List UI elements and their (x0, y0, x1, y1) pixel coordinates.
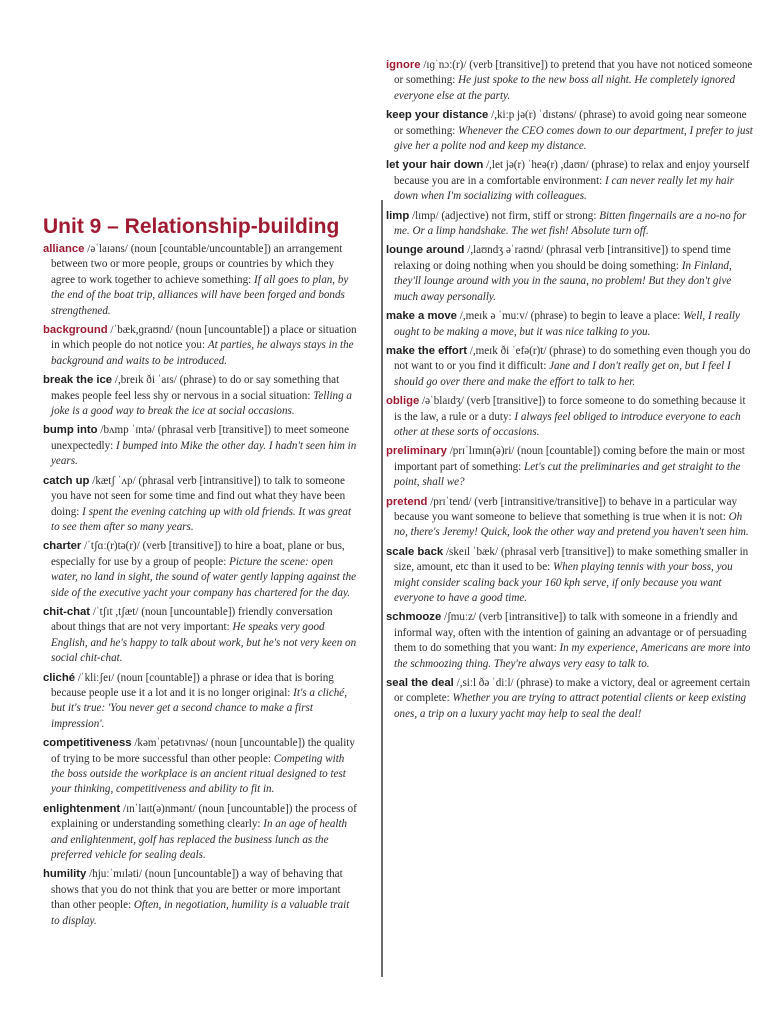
entry-pronunciation: /ʃmuːz/ (444, 611, 477, 624)
entry-definition: to talk with someone in a friendly and informal way, often with the intention of gaining an advantage or of persuading them to do something that you want: (394, 611, 747, 655)
entry-grammar: (verb [transitive]) (142, 540, 222, 553)
glossary-entry (386, 108, 754, 154)
entry-pronunciation: /bʌmp ˈɪntə/ (100, 424, 155, 437)
entry-example: He just spoke to the new boss all night. He completely ignored everyone else at the party. (394, 74, 735, 102)
glossary-entry (386, 495, 754, 541)
left-entry-list (43, 242, 358, 929)
entry-definition: to spend time relaxing or doing nothing when you should be doing something: (394, 244, 731, 272)
entry-pronunciation: /ˈbæk,ɡraʊnd/ (110, 324, 173, 337)
entry-example: I bumped into Mike the other day. I hadn't seen him in years. (51, 439, 357, 468)
entry-headword: scale back (386, 545, 444, 558)
entry-definition: to do or say something that makes people feel less shy or nervous in a social situation: (51, 374, 340, 402)
entry-definition: to make something smaller in size, amount, etc than it used to be: (394, 545, 749, 574)
glossary-entry (43, 474, 358, 536)
entry-pronunciation: /ɪnˈlaɪt(ə)nmənt/ (122, 802, 196, 815)
entry-example: I can never really let my hair down when I'm socializing with colleagues. (394, 174, 734, 203)
glossary-entry (386, 158, 754, 204)
glossary-entry (386, 58, 754, 104)
entry-definition: an arrangement between two or more people, groups or countries by which they agree to work together to achieve something: (51, 243, 343, 286)
glossary-entry (43, 242, 358, 319)
entry-headword: bump into (43, 424, 98, 437)
entry-definition: to hire a boat, plane or bus, especially for use by a group of people: (51, 540, 345, 568)
entry-definition: to relax and enjoy yourself because you are in a comfortable environment: (394, 159, 750, 187)
glossary-entry (386, 444, 754, 490)
entry-definition: to pretend that you have not noticed someone or something: (394, 59, 753, 87)
entry-definition: a place or situation in which people do not notice you: (51, 324, 357, 352)
entry-pronunciation: /əˈlaɪəns/ (87, 243, 128, 255)
entry-pronunciation: /skeɪl ˈbæk/ (445, 545, 499, 558)
entry-pronunciation: /,kiːp jə(r) ˈdɪstəns/ (491, 109, 577, 122)
entry-headword: preliminary (386, 445, 447, 458)
entry-headword: humility (43, 868, 87, 881)
entry-grammar: (phrasal verb [intransitive]) (546, 244, 669, 257)
entry-headword: schmooze (386, 611, 442, 624)
entry-example: If all goes to plan, by the end of the boat trip, alliances will have been forged and bonds strengthened. (51, 273, 349, 317)
glossary-entry (43, 867, 358, 929)
entry-grammar: (phrase) (179, 374, 216, 387)
entry-grammar: (noun [uncountable]) (175, 324, 270, 337)
glossary-entry (43, 323, 358, 369)
entry-headword: cliché (43, 671, 76, 684)
glossary-entry (386, 344, 754, 390)
entry-pronunciation: /,meɪk ði ˈefə(r)t/ (469, 344, 547, 357)
entry-definition: a way of behaving that shows that you do not think that you are better or more important than other people: (51, 868, 343, 912)
glossary-entry (386, 209, 754, 240)
entry-example: Bitten fingernails are a no-no for me. Or a limp handshake. The wet fish! Absolute turn off. (394, 209, 747, 238)
entry-headword: chit-chat (43, 605, 91, 618)
entry-definition: to talk to someone you have not seen for some time and find out what they have been doing: (51, 474, 346, 518)
entry-grammar: (phrasal verb [transitive]) (157, 424, 272, 437)
entry-pronunciation: /ˈtʃɪt ,tʃæt/ (92, 605, 139, 618)
entry-definition: the process of explaining or understanding something clearly: (51, 802, 357, 831)
entry-grammar: (noun [uncountable]) (198, 802, 293, 815)
entry-headword: limp (386, 209, 410, 222)
entry-example: At parties, he always stays in the background and waits to be introduced. (51, 339, 354, 367)
glossary-entry (43, 605, 358, 667)
glossary-entry (386, 394, 754, 440)
entry-example: Competing with the boss outside the workplace is an ancient ritual designed to test your thinking, competitiveness and ability to fit in. (51, 752, 346, 796)
unit-title: Unit 9 – Relationship-building (43, 215, 340, 238)
entry-grammar: (phrase) (591, 159, 628, 172)
entry-headword: keep your distance (386, 109, 489, 122)
entry-definition: to do something even though you do not want to or you find it difficult: (394, 344, 751, 373)
entry-definition: to meet someone unexpectedly: (51, 424, 350, 452)
entry-grammar: (noun [uncountable]) (211, 737, 305, 750)
entry-example: Jane and I don't really get on, but I feel I should go over there and make the effort to talk to her. (394, 360, 731, 388)
entry-headword: make the effort (386, 344, 467, 357)
entry-grammar: (noun [countable]) (116, 671, 200, 684)
entry-definition: a phrase or idea that is boring because people use it a lot and it is no longer original: (51, 671, 334, 699)
entry-example: Often, in negotiation, humility is a valuable trait to display. (51, 899, 350, 927)
entry-example: When playing tennis with your boss, you might consider scaling back your 160 kph serve, if only because you want everyone to have a good time. (394, 561, 733, 604)
glossary-entry (386, 610, 754, 672)
entry-example: Let's cut the preliminaries and get straight to the point, shall we? (394, 460, 741, 489)
entry-grammar: (adjective) (441, 209, 489, 222)
entry-pronunciation: /lɪmp/ (412, 209, 439, 222)
right-entry-list (386, 58, 754, 722)
entry-pronunciation: /,meɪk ə ˈmuːv/ (459, 310, 528, 323)
entry-pronunciation: /,laʊndʒ əˈraʊnd/ (467, 244, 544, 257)
entry-example: He speaks very good English, and he's happy to talk about work, but he's not very keen on social chit-chat. (51, 621, 357, 665)
glossary-entry (43, 736, 358, 798)
entry-headword: pretend (386, 495, 428, 508)
entry-headword: ignore (386, 59, 421, 71)
entry-pronunciation: /,breɪk ði ˈaɪs/ (114, 374, 177, 387)
glossary-entry (43, 539, 358, 601)
entry-definition: coming before the main or most important part of something: (394, 445, 745, 473)
entry-definition: to force someone to do something because it is the law, a rule or a duty: (394, 395, 746, 423)
entry-example: Whenever the CEO comes down to our department, I prefer to just give her a polite nod and keep my distance. (394, 124, 753, 153)
entry-definition: to make a victory, deal or agreement certain or complete: (394, 677, 751, 705)
entry-pronunciation: /,let jə(r) ˈheə(r) ,daʊn/ (486, 159, 589, 172)
entry-example: I spent the evening catching up with old friends. It was great to see them after so many years. (51, 505, 352, 533)
entry-headword: break the ice (43, 374, 113, 387)
entry-example: Telling a joke is a good way to break the ice at social occasions. (51, 389, 352, 418)
entry-grammar: (phrasal verb [intransitive]) (138, 474, 261, 487)
entry-grammar: (verb [intransitive/transitive]) (474, 495, 606, 508)
entry-headword: make a move (386, 310, 457, 323)
entry-example: Picture the scene: open water, no land in sight, the sound of water gently lapping against the side of the executive yacht your company has chartered for the day. (51, 555, 357, 599)
entry-pronunciation: /ɪɡˈnɔː(r)/ (423, 59, 467, 71)
entry-example: Oh no, there's Jeremy! Quick, look the other way and pretend you haven't seen him. (394, 510, 749, 539)
entry-grammar: (verb [intransitive]) (478, 611, 567, 624)
entry-pronunciation: /ˈkliːʃeɪ/ (77, 671, 115, 684)
entry-definition: to avoid going near someone or something: (394, 109, 747, 137)
entry-example: I always feel obliged to introduce everyone to each other at these sorts of occasions. (394, 410, 741, 438)
entry-pronunciation: /kætʃ ˈʌp/ (92, 474, 136, 487)
entry-grammar: (phrasal verb [transitive]) (500, 545, 615, 558)
glossary-entry (43, 373, 358, 419)
right-column (386, 0, 754, 726)
entry-grammar: (phrase) (516, 677, 553, 690)
entry-definition: to begin to leave a place: (569, 310, 681, 323)
entry-headword: seal the deal (386, 677, 454, 690)
entry-grammar: (verb [transitive]) (466, 395, 546, 408)
entry-pronunciation: /kəmˈpetətɪvnəs/ (134, 737, 209, 750)
entry-definition: not firm, stiff or strong: (491, 209, 597, 222)
entry-headword: charter (43, 540, 82, 553)
entry-headword: competitiveness (43, 737, 132, 750)
glossary-entry (43, 671, 358, 733)
entry-example: In Finland, they'll lounge around with you in the sauna, no problem! But they don't give much away personally. (394, 259, 732, 303)
entry-headword: let your hair down (386, 159, 484, 172)
glossary-entry (43, 423, 358, 469)
entry-pronunciation: /ˈtʃɑː(r)tə(r)/ (84, 540, 140, 553)
glossary-entry (43, 802, 358, 864)
entry-pronunciation: /əˈblaɪdʒ/ (422, 395, 464, 408)
entry-definition: friendly conversation about things that are not very important: (51, 605, 333, 634)
entry-pronunciation: /prɪˈtend/ (430, 495, 472, 508)
entry-headword: alliance (43, 243, 85, 255)
entry-grammar: (phrase) (579, 109, 616, 122)
entry-example: In an age of health and enlightenment, golf has replaced the business lunch as the preferred vehicle for sealing deals. (51, 818, 348, 862)
glossary-entry (386, 243, 754, 305)
entry-example: Whether you are trying to attract potential clients or keep existing ones, a trip on a luxury yacht may help to seal the deal! (394, 692, 747, 720)
glossary-entry (386, 309, 754, 340)
entry-pronunciation: /hjuːˈmɪləti/ (89, 868, 143, 881)
entry-grammar: (noun [countable]) (517, 445, 601, 458)
entry-pronunciation: /prɪˈlɪmɪn(ə)ri/ (449, 445, 515, 458)
entry-pronunciation: /,siːl ðə ˈdiːl/ (456, 677, 514, 690)
glossary-entry (386, 676, 754, 722)
entry-grammar: (phrase) (549, 344, 586, 357)
entry-definition: to behave in a particular way because you want someone to believe that something is true when it is not: (394, 495, 738, 523)
entry-headword: enlightenment (43, 802, 121, 815)
entry-example: Well, I really ought to be making a move, but it was nice talking to you. (394, 310, 740, 338)
entry-headword: background (43, 324, 108, 337)
entry-example: It's a cliché, but it's true: 'You never get a second chance to make a first impression'. (51, 686, 347, 730)
entry-grammar: (noun [countable/uncountable]) (130, 243, 271, 255)
entry-grammar: (noun [uncountable]) (141, 605, 236, 618)
entry-example: In my experience, Americans are more into the schmoozing thing. They're always very easy to talk to. (394, 642, 751, 670)
entry-grammar: (verb [transitive]) (469, 59, 548, 71)
glossary-entry (386, 545, 754, 607)
column-divider (381, 200, 383, 977)
entry-headword: oblige (386, 395, 420, 408)
entry-grammar: (noun [uncountable]) (144, 868, 239, 881)
entry-grammar: (phrase) (530, 310, 567, 323)
entry-definition: the quality of trying to be more successful than other people: (51, 737, 355, 765)
entry-headword: catch up (43, 474, 90, 487)
left-column (43, 0, 358, 933)
entry-headword: lounge around (386, 244, 465, 257)
